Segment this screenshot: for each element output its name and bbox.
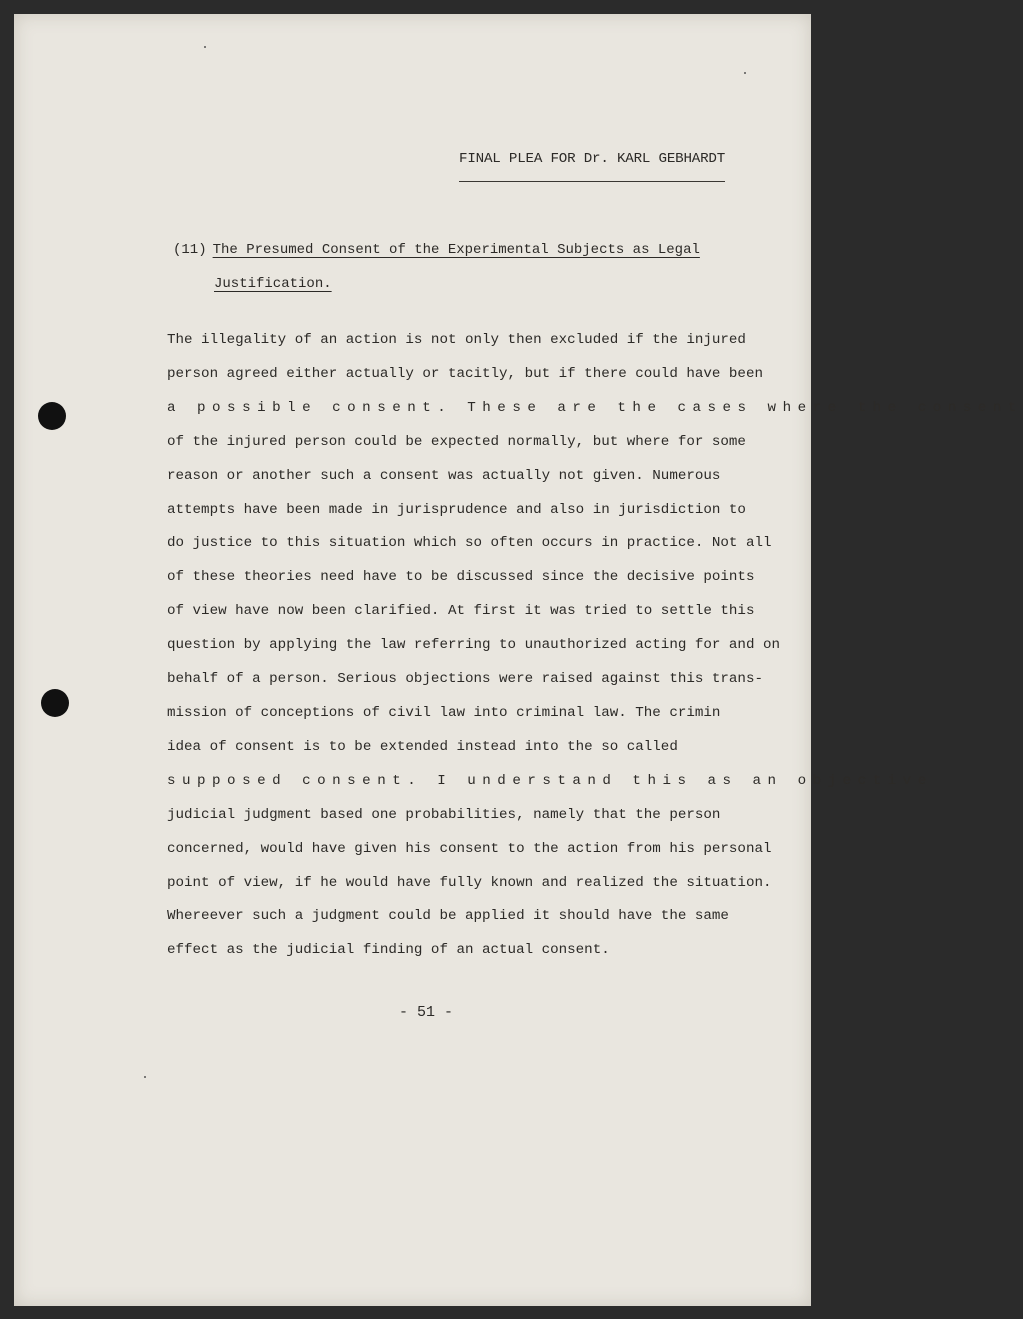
body-line: behalf of a person. Serious objections were raised against this trans- <box>167 671 763 688</box>
paper-speck <box>144 1076 146 1078</box>
body-line: a possible consent. These are the cases where the consent <box>167 399 1023 416</box>
body-line: concerned, would have given his consent to the action from his personal <box>167 840 772 857</box>
punch-hole <box>41 689 69 717</box>
body-line: of the injured person could be expected normally, but where for some <box>167 433 746 450</box>
section-title-line2: Justification. <box>214 276 332 292</box>
body-paragraph <box>167 324 1023 968</box>
body-line: judicial judgment based one probabilities, namely that the person <box>167 806 721 823</box>
body-line: point of view, if he would have fully known and realized the situation. <box>167 874 772 891</box>
body-line: question by applying the law referring to unauthorized acting for and on <box>167 637 780 654</box>
page-number: - 51 - <box>398 1004 453 1021</box>
section-number: (11) <box>173 242 207 258</box>
punch-hole <box>38 402 66 430</box>
document-page <box>14 14 1023 1306</box>
body-line: mission of conceptions of civil law into criminal law. The crimin <box>167 704 721 721</box>
body-line: The illegality of an action is not only then excluded if the injured <box>167 332 746 348</box>
paper-speck <box>744 72 746 74</box>
body-line: of these theories need have to be discussed since the decisive points <box>167 569 755 586</box>
body-line: person agreed either actually or tacitly, but if there could have been <box>167 365 763 382</box>
body-line: reason or another such a consent was actually not given. Numerous <box>167 467 721 484</box>
section-heading <box>173 233 733 301</box>
body-line: of view have now been clarified. At first it was tried to settle this <box>167 603 755 620</box>
body-line: Whereever such a judgment could be applied it should have the same <box>167 908 729 925</box>
paper-speck <box>204 46 206 48</box>
document-header: FINAL PLEA FOR Dr. KARL GEBHARDT <box>459 151 726 167</box>
section-title-line1: The Presumed Consent of the Experimental Subjects as Legal <box>212 242 700 258</box>
body-line: do justice to this situation which so often occurs in practice. Not all <box>167 535 772 552</box>
body-line: attempts have been made in jurisprudence and also in jurisdiction to <box>167 501 746 518</box>
body-line: supposed consent. I understand this as an objective <box>167 772 933 789</box>
header-underline <box>459 181 725 182</box>
body-line: effect as the judicial finding of an actual consent. <box>167 942 610 959</box>
body-line: idea of consent is to be extended instead into the so called <box>167 738 678 755</box>
